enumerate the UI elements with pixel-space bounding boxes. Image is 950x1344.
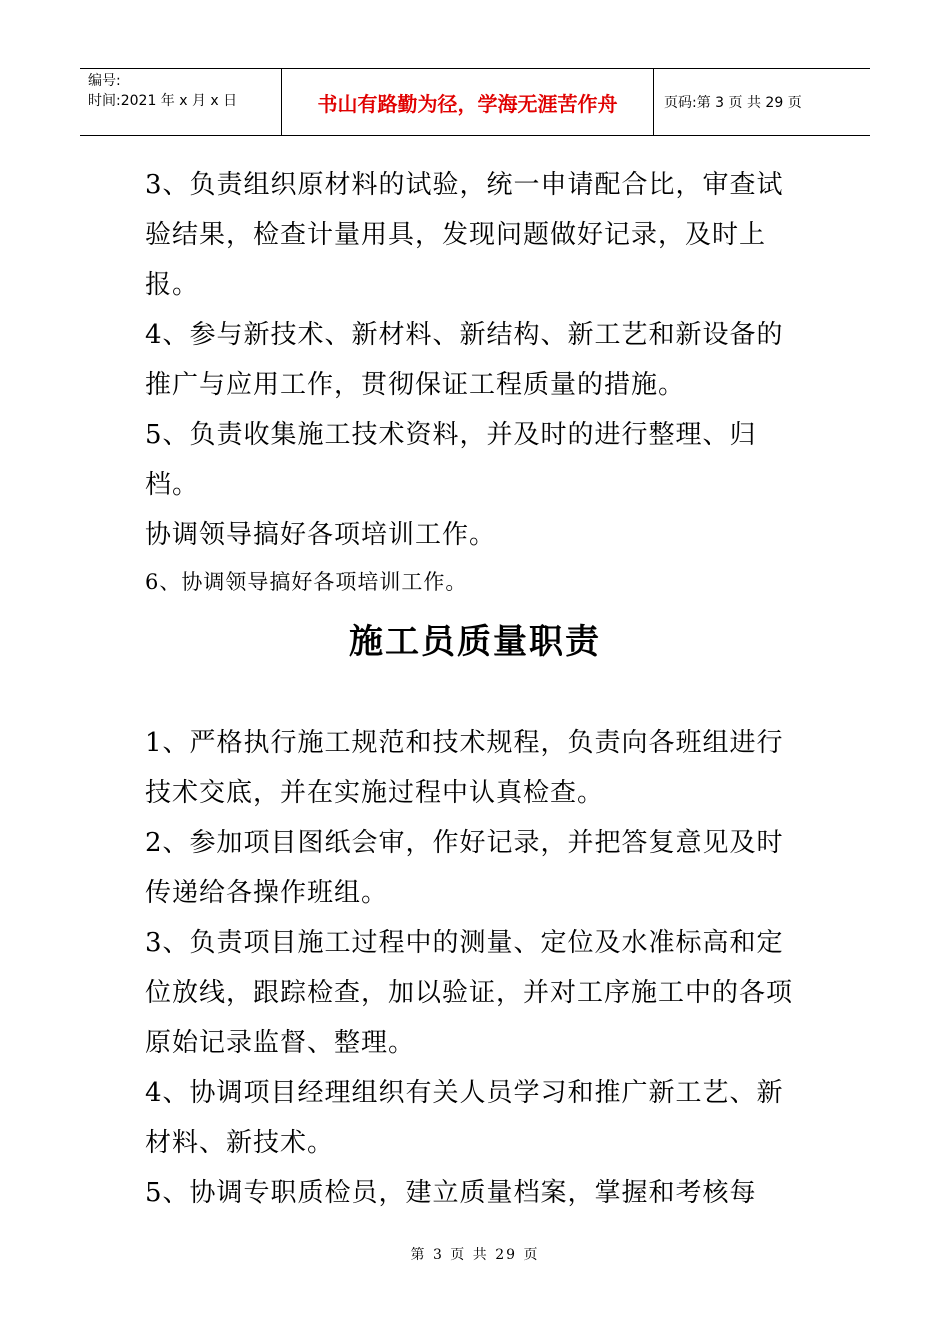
header-motto: 书山有路勤为径，学海无涯苦作舟	[282, 69, 654, 135]
paragraph: 4、协调项目经理组织有关人员学习和推广新工艺、新材料、新技术。	[145, 1078, 784, 1158]
header-meta	[80, 69, 282, 135]
paragraph-small: 6、协调领导搞好各项培训工作。	[145, 570, 468, 594]
document-body	[145, 160, 810, 1218]
paragraph: 5、负责收集施工技术资料，并及时的进行整理、归档。	[145, 420, 757, 500]
paragraph: 3、负责项目施工过程中的测量、定位及水准标高和定位放线，跟踪检查，加以验证，并对工序施工中的各项原始记录监督、整理。	[145, 928, 794, 1058]
paragraph: 3、负责组织原材料的试验，统一申请配合比，审查试验结果，检查计量用具，发现问题做好记录，及时上报。	[145, 170, 784, 300]
number-label: 编号:	[88, 73, 121, 89]
section-title: 施工员质量职责	[349, 622, 601, 662]
paragraph: 5、协调专职质检员，建立质量档案，掌握和考核每	[145, 1178, 757, 1208]
page-header	[80, 68, 870, 136]
header-page-info: 页码:第 3 页 共 29 页	[664, 95, 802, 111]
paragraph: 协调领导搞好各项培训工作。	[145, 520, 497, 550]
page-footer: 第 3 页 共 29 页	[410, 1247, 540, 1263]
paragraph: 4、参与新技术、新材料、新结构、新工艺和新设备的推广与应用工作，贯彻保证工程质量的措施。	[145, 320, 784, 400]
spacer	[145, 672, 810, 718]
paragraph: 1、严格执行施工规范和技术规程，负责向各班组进行技术交底，并在实施过程中认真检查。	[145, 728, 784, 808]
time-label: 时间:2021 年 x 月 x 日	[88, 93, 238, 109]
paragraph: 2、参加项目图纸会审，作好记录，并把答复意见及时传递给各操作班组。	[145, 828, 784, 908]
